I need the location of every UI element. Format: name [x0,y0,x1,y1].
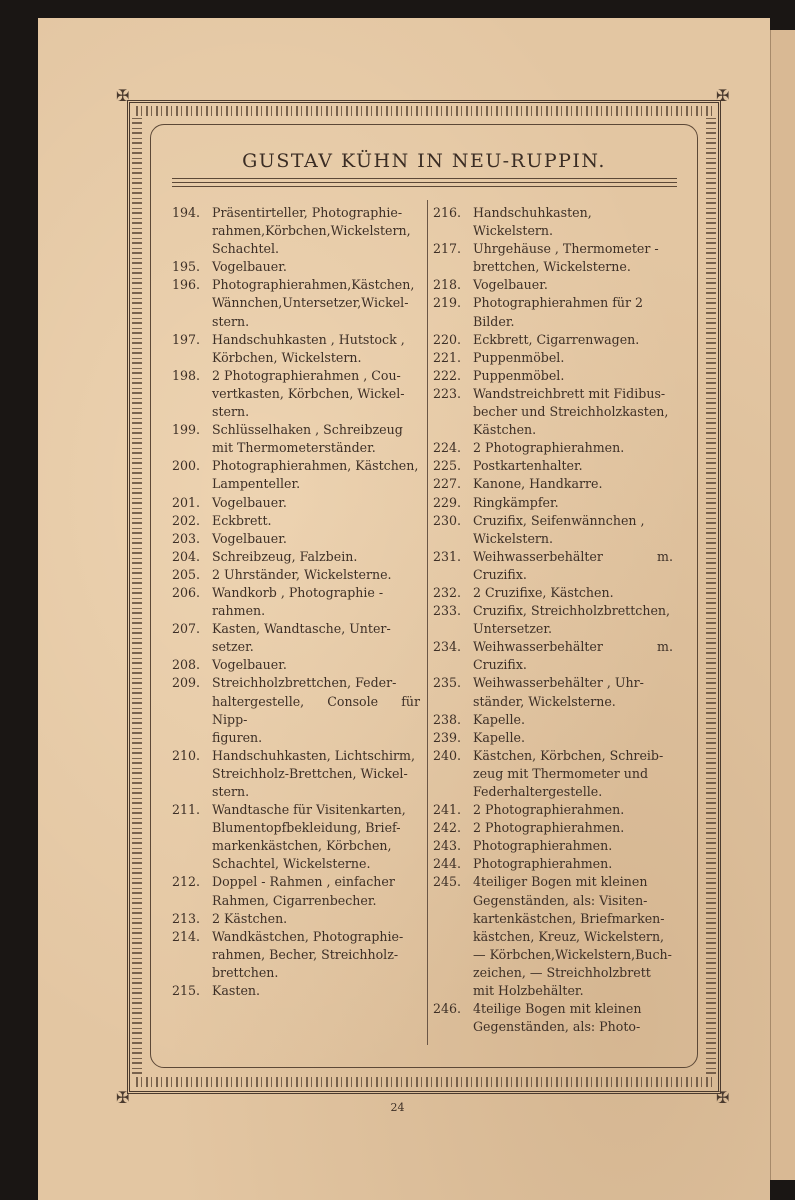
entry-number: 235. [433,675,462,691]
catalog-entry-line [433,1000,673,1018]
entry-text: Cruzifix, Streichholzbrettchen, [473,603,671,619]
entry-text: Wickelstern. [473,530,554,546]
entry-number [172,783,212,801]
entry-text: Wännchen,Untersetzer,Wickel- [212,295,409,311]
entry-number [172,819,212,837]
catalog-entry-line [433,530,673,548]
catalog-entry-line [172,765,420,783]
entry-number: 227. [433,476,462,492]
entry-number: 225. [433,458,462,474]
entry-text: Kästchen, Körbchen, Schreib- [473,747,664,763]
entry-number [433,620,473,638]
entry-text: Untersetzer. [473,621,552,637]
entry-number: 200. [172,458,201,474]
entry-text: Rahmen, Cigarrenbecher. [212,892,377,908]
catalog-entry-line [172,548,420,566]
entry-text: Vogelbauer. [212,657,287,673]
entry-text: becher und Streichholzkasten, [473,404,669,420]
next-page-edge [770,30,795,1180]
catalog-entry-line [433,638,673,674]
catalog-entry-line [172,964,420,982]
entry-text: 2 Kästchen. [212,910,288,926]
catalog-entry-line [433,783,673,801]
corner-ornament-icon: ✠ [116,1088,130,1107]
entry-number [172,385,212,403]
entry-number [433,403,473,421]
entry-text: Wandtasche für Visitenkarten, [212,802,406,818]
entry-number: 245. [433,874,462,890]
entry-text: Gegenständen, als: Visiten- [473,892,648,908]
entry-number: 243. [433,838,462,854]
entry-number: 221. [433,349,462,365]
entry-text: Bilder. [473,313,515,329]
catalog-entry-line [433,892,673,910]
entry-number [433,530,473,548]
entry-text: Eckbrett, Cigarrenwagen. [473,331,640,347]
catalog-entry-line [172,819,420,837]
catalog-entry-line [433,276,673,294]
entry-number: 219. [433,295,462,311]
entry-number [433,765,473,783]
entry-number: 220. [433,331,462,347]
entry-text: Photographierahmen für 2 [473,295,644,311]
catalog-entry-line [172,457,420,475]
entry-number: 233. [433,603,462,619]
catalog-entry-line [172,367,420,385]
entry-text: Vogelbauer. [212,259,287,275]
entry-text: figuren. [212,729,263,745]
entry-number: 195. [172,259,201,275]
catalog-entry-line [433,982,673,1000]
entry-text: setzer. [212,639,254,655]
entry-text: stern. [212,313,250,329]
border-band-top [136,106,712,116]
entry-number [172,240,212,258]
entry-text: stern. [212,784,250,799]
catalog-entry-line [172,566,420,584]
entry-text: Kanone, Handkarre. [473,476,603,492]
entry-number [172,946,212,964]
entry-number [172,313,212,331]
entry-text: 2 Uhrständer, Wickelsterne. [212,566,392,582]
entry-text: Uhrgehäuse , Thermometer - [473,241,659,257]
corner-ornament-icon: ✠ [716,1088,730,1107]
entry-text: Federhaltergestelle. [473,784,603,799]
entry-number [433,928,473,946]
entry-text: vertkasten, Körbchen, Wickel- [212,385,405,401]
entry-number: 222. [433,367,462,383]
entry-text: Puppenmöbel. [473,349,565,365]
entry-number [172,837,212,855]
catalog-entry-line [172,928,420,946]
entry-text: Photographierahmen,Kästchen, [212,277,415,293]
title-rule [172,182,677,183]
catalog-entry-line [172,837,420,855]
catalog-entry-line [433,457,673,475]
title-rule [172,186,677,187]
entry-text: Kasten. [212,983,261,999]
entry-number: 241. [433,802,462,818]
entry-number: 194. [172,205,201,220]
entry-number [172,638,212,656]
entry-text: Handschuhkasten, Lichtschirm, [212,747,415,763]
entry-text: rahmen. [212,603,266,619]
entry-number: 201. [172,494,201,510]
entry-number [433,1018,473,1036]
entry-text: Schreibzeug, Falzbein. [212,548,358,564]
entry-number: 238. [433,711,462,727]
page-number: 24 [390,1101,405,1114]
entry-text: Vogelbauer. [473,277,548,293]
entry-text: haltergestelle, Console für Nipp- [212,693,420,727]
entry-number: 212. [172,874,201,890]
entry-number: 207. [172,621,201,637]
corner-ornament-icon: ✠ [716,86,730,105]
entry-number: 216. [433,205,462,220]
entry-number: 199. [172,422,201,438]
entry-text: Cruzifix, Seifenwännchen , [473,512,645,528]
entry-text: Postkartenhalter. [473,458,583,474]
entry-number: 204. [172,548,201,564]
catalog-entry-line [433,475,673,493]
entry-text: Schachtel, Wickelsterne. [212,856,371,872]
catalog-entry-line [433,946,673,964]
entry-text: Weihwasserbehälter , Uhr- [473,675,644,691]
entry-number: 214. [172,928,201,944]
catalog-entry-line [433,620,673,638]
catalog-entry-line [172,892,420,910]
entry-text: kästchen, Kreuz, Wickelstern, [473,928,665,944]
catalog-entry-line [172,222,420,240]
catalog-entry-line [172,421,420,439]
border-band-right [706,118,716,1074]
catalog-entry-line [433,693,673,711]
entry-number [172,964,212,982]
catalog-entry-line [172,494,420,512]
entry-number [433,313,473,331]
entry-text: Blumentopfbekleidung, Brief- [212,820,401,836]
entry-text: Eckbrett. [212,512,272,528]
entry-number [172,475,212,493]
entry-number [172,892,212,910]
catalog-entry-line [172,693,420,729]
entry-text: Streichholzbrettchen, Feder- [212,675,397,691]
entry-text: Weihwasserbehälter m. Cruzifix. [473,548,673,582]
entry-text: Kästchen. [473,422,537,438]
entry-number: 244. [433,856,462,872]
entry-text: Doppel - Rahmen , einfacher [212,874,395,890]
catalog-entry-line [433,964,673,982]
entry-number: 229. [433,494,462,510]
catalog-entry-line [172,530,420,548]
entry-text: zeichen, — Streichholzbrett [473,964,651,980]
catalog-entry-line [433,910,673,928]
entry-number: 218. [433,277,462,293]
title-rule [172,178,677,179]
catalog-entry-line [172,439,420,457]
entry-number [172,403,212,421]
entry-text: Weihwasserbehälter m. Cruzifix. [473,639,673,673]
entry-text: Schachtel. [212,241,280,257]
entry-number: 202. [172,512,201,528]
catalog-entry-line [172,855,420,873]
entry-number [172,439,212,457]
catalog-entry-line [433,873,673,891]
entry-number: 231. [433,548,462,564]
entry-number [172,349,212,367]
entry-number [433,421,473,439]
catalog-entry-line [433,403,673,421]
entry-text: Photographierahmen. [473,856,613,872]
catalog-entry-line [433,747,673,765]
catalog-entry-line [433,294,673,312]
catalog-entry-line [172,331,420,349]
catalog-entry-line [172,512,420,530]
entry-number: 234. [433,639,462,655]
entry-text: Handschuhkasten , Hutstock , [212,331,405,347]
entry-number: 196. [172,277,201,293]
entry-text: Kapelle. [473,729,525,745]
catalog-entry-line [433,548,673,584]
catalog-entry-line [433,819,673,837]
catalog-entry-line [172,313,420,331]
entry-text: 2 Cruzifixe, Kästchen. [473,584,614,600]
page-title: GUSTAV KÜHN IN NEU-RUPPIN. [242,150,606,172]
entry-number [433,693,473,711]
entry-number [433,964,473,982]
catalog-entry-line [172,584,420,602]
entry-number: 230. [433,512,462,528]
entry-number: 213. [172,910,201,926]
entry-number: 224. [433,440,462,456]
catalog-entry-line [433,729,673,747]
entry-number [172,855,212,873]
entry-text: Präsentirteller, Photographie- [212,205,403,220]
entry-text: ständer, Wickelsterne. [473,693,616,709]
entry-number [433,892,473,910]
entry-text: 4teilige Bogen mit kleinen [473,1001,642,1017]
entry-number: 217. [433,241,462,257]
entry-number: 198. [172,367,201,383]
catalog-entry-line [433,240,673,258]
catalog-entry-line [433,711,673,729]
entry-number [433,910,473,928]
entry-number [172,602,212,620]
entry-text: Kapelle. [473,711,525,727]
catalog-entry-line [433,313,673,331]
entry-number [433,982,473,1000]
catalog-entry-line [433,801,673,819]
entry-text: Ringkämpfer. [473,494,559,510]
catalog-entry-line [172,276,420,294]
catalog-entry-line [433,855,673,873]
entry-number: 209. [172,675,201,691]
entry-text: Körbchen, Wickelstern. [212,349,362,365]
catalog-entry-line [172,638,420,656]
catalog-entry-line [172,656,420,674]
catalog-entry-line [433,349,673,367]
entry-number: 223. [433,385,462,401]
catalog-entry-line [172,258,420,276]
entry-text: kartenkästchen, Briefmarken- [473,910,665,926]
entry-text: Kasten, Wandtasche, Unter- [212,621,391,637]
entry-number: 206. [172,584,201,600]
entry-text: brettchen, Wickelsterne. [473,259,631,275]
catalog-entry-line [433,204,673,240]
entry-number: 205. [172,566,201,582]
entry-text: markenkästchen, Körbchen, [212,838,392,854]
catalog-entry-line [172,946,420,964]
entry-number: 203. [172,530,201,546]
entry-number: 242. [433,820,462,836]
entry-text: 2 Photographierahmen. [473,820,625,836]
entry-text: rahmen,Körbchen,Wickelstern, [212,223,411,239]
catalog-entry-line [172,873,420,891]
catalog-entry-line [433,494,673,512]
catalog-entry-line [172,747,420,765]
border-band-bottom [136,1077,712,1087]
catalog-entry-line [433,258,673,276]
catalog-entry-line [172,674,420,692]
entry-number [433,258,473,276]
entry-text: Photographierahmen. [473,838,613,854]
border-band-left [132,118,142,1074]
catalog-entry-line [172,602,420,620]
catalog-entry-line [172,385,420,403]
catalog-entry-line [172,982,420,1000]
entry-number [433,946,473,964]
entry-text: Gegenständen, als: Photo- [473,1019,641,1035]
right-column [433,204,673,1036]
catalog-entry-line [172,729,420,747]
catalog-entry-line [433,1018,673,1036]
catalog-entry-line [433,928,673,946]
entry-text: 4teiliger Bogen mit kleinen [473,874,648,890]
entry-number: 197. [172,331,201,347]
catalog-entry-line [172,240,420,258]
entry-text: Wandkästchen, Photographie- [212,928,404,944]
entry-text: Wandkorb , Photographie - [212,584,384,600]
catalog-entry-line [172,620,420,638]
catalog-entry-line [172,783,420,801]
entry-number: 240. [433,747,462,763]
catalog-entry-line [433,512,673,530]
entry-number: 210. [172,747,201,763]
catalog-entry-line [433,385,673,403]
catalog-entry-line [433,421,673,439]
entry-number [433,783,473,801]
column-divider [427,200,428,1045]
entry-text: mit Holzbehälter. [473,983,584,999]
catalog-entry-line [172,294,420,312]
entry-number: 232. [433,584,462,600]
entry-number [172,294,212,312]
catalog-entry-line [172,801,420,819]
entry-number [172,765,212,783]
entry-text: Wandstreichbrett mit Fidibus- [473,385,666,401]
catalog-entry-line [433,837,673,855]
entry-text: 2 Photographierahmen. [473,802,625,818]
catalog-entry-line [172,910,420,928]
entry-text: brettchen. [212,964,279,980]
entry-text: Vogelbauer. [212,494,287,510]
catalog-entry-line [172,403,420,421]
entry-text: rahmen, Becher, Streichholz- [212,946,399,962]
catalog-entry-line [433,765,673,783]
catalog-entry-line [433,584,673,602]
entry-text: stern. [212,404,250,420]
entry-text: Lampenteller. [212,476,301,492]
entry-text: 2 Photographierahmen , Cou- [212,367,401,383]
catalog-entry-line [433,674,673,692]
entry-text: 2 Photographierahmen. [473,440,625,456]
catalog-entry-line [433,602,673,620]
left-column [172,204,420,1000]
catalog-entry-line [172,204,420,222]
entry-text: mit Thermometerständer. [212,440,376,456]
corner-ornament-icon: ✠ [116,86,130,105]
entry-number: 211. [172,802,201,818]
entry-text: — Körbchen,Wickelstern,Buch- [473,946,672,962]
entry-text: Schlüsselhaken , Schreibzeug [212,422,403,438]
entry-number [172,693,212,729]
catalog-entry-line [433,331,673,349]
entry-text: Puppenmöbel. [473,367,565,383]
entry-text: Handschuhkasten, Wickelstern. [473,205,592,239]
entry-text: Vogelbauer. [212,530,287,546]
entry-number: 246. [433,1001,462,1017]
entry-number: 239. [433,729,462,745]
entry-text: Photographierahmen, Kästchen, [212,458,419,474]
entry-number [172,222,212,240]
catalog-entry-line [172,349,420,367]
entry-number: 208. [172,657,201,673]
catalog-entry-line [433,367,673,385]
catalog-entry-line [172,475,420,493]
catalog-entry-line [433,439,673,457]
entry-number: 215. [172,983,201,999]
entry-number [172,729,212,747]
entry-text: Streichholz-Brettchen, Wickel- [212,765,408,781]
entry-text: zeug mit Thermometer und [473,765,649,781]
